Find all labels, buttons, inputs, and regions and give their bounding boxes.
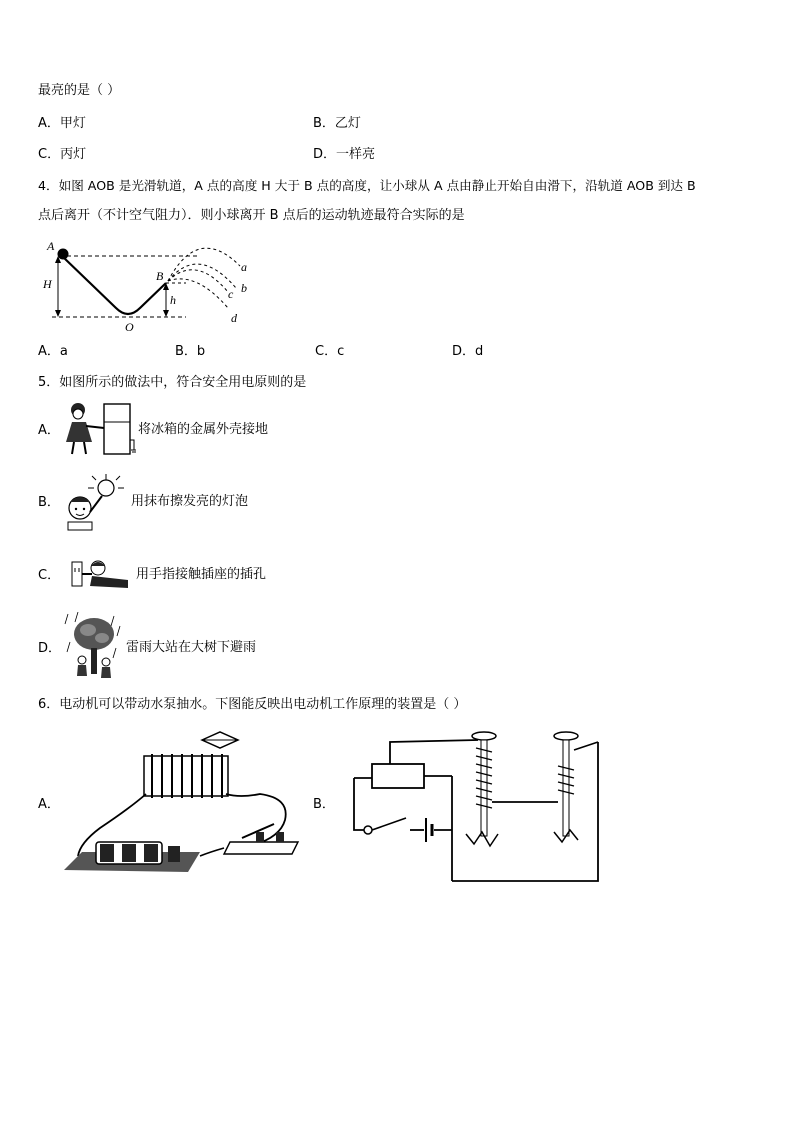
wiping-bulb-icon xyxy=(62,472,126,532)
label-traj-c: c xyxy=(228,287,234,301)
q6-stem: 6．电动机可以带动水泵抽水。下图能反映出电动机工作原理的装置是（ ） xyxy=(38,697,467,712)
label-h-small: h xyxy=(170,293,176,307)
q5-option-d-letter: D． xyxy=(38,641,62,656)
finger-socket-icon xyxy=(66,552,134,594)
ball-icon xyxy=(58,249,69,260)
q6-option-b-letter: B． xyxy=(313,797,335,812)
label-traj-d: d xyxy=(231,311,237,325)
q5-option-a-text: 将冰箱的金属外壳接地 xyxy=(138,422,269,437)
q5-option-d-text: 雷雨大站在大树下避雨 xyxy=(126,640,257,655)
q3-option-a: A．甲灯 xyxy=(38,116,86,131)
label-h-big: H xyxy=(43,277,52,291)
q4-option-d: D．d xyxy=(452,344,484,359)
label-b-point: B xyxy=(156,269,164,283)
q3-option-c: C．丙灯 xyxy=(38,147,87,162)
q4-option-a: A．a xyxy=(38,344,68,359)
label-o-point: O xyxy=(125,320,134,334)
q5-stem: 5．如图所示的做法中，符合安全用电原则的是 xyxy=(38,375,307,390)
label-traj-a: a xyxy=(241,260,247,274)
q5-option-b-letter: B． xyxy=(38,495,60,510)
q5-option-a-letter: A． xyxy=(38,423,60,438)
q4-stem-line1: 4．如图 AOB 是光滑轨道，A 点的高度 H 大于 B 点的高度，让小球从 A 点由静止开始自由滑下，沿轨道 AOB 到达 B xyxy=(38,178,696,193)
q5-option-c-letter: C． xyxy=(38,568,61,583)
label-a-point: A xyxy=(47,239,55,253)
q6-option-a-letter: A． xyxy=(38,797,60,812)
q4-track-diagram xyxy=(38,236,258,336)
label-traj-b: b xyxy=(241,281,247,295)
q4-stem-line2: 点后离开（不计空气阻力）．则小球离开 B 点后的运动轨迹最符合实际的是 xyxy=(38,208,465,223)
q5-option-c-text: 用手指接触插座的插孔 xyxy=(136,567,267,582)
fridge-grounding-icon xyxy=(64,400,136,458)
q3-stem-tail: 最亮的是（ ） xyxy=(38,83,121,98)
q4-option-c: C．c xyxy=(315,344,345,359)
q3-option-b: B．乙灯 xyxy=(313,116,361,131)
q5-option-b-text: 用抹布擦发亮的灯泡 xyxy=(131,494,249,509)
q3-option-d: D．一样亮 xyxy=(313,147,376,162)
q4-option-b: B．b xyxy=(175,344,206,359)
q6-figure-a-apparatus xyxy=(60,728,310,878)
q6-figure-b-electromagnet-circuit xyxy=(348,726,604,886)
tree-in-storm-icon xyxy=(64,612,124,682)
